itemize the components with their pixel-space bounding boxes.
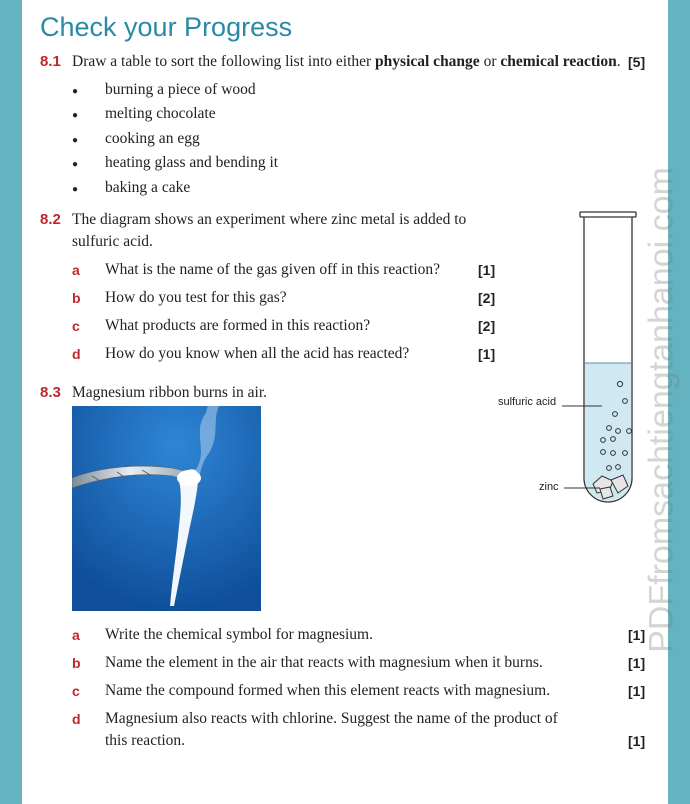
part-text: Write the chemical symbol for magnesium. bbox=[105, 626, 373, 643]
q81-bold-physical: physical change bbox=[375, 53, 480, 70]
part-marks: [1] bbox=[628, 655, 646, 671]
question-8-1-text bbox=[72, 53, 621, 71]
part-marks: [2] bbox=[478, 290, 496, 306]
question-number-8-2: 8.2 bbox=[40, 211, 61, 228]
q81-text-b: or bbox=[479, 53, 501, 70]
marks-8-1: [5] bbox=[628, 54, 646, 70]
part-text: What products are formed in this reaction? bbox=[105, 317, 371, 334]
question-8-3-text: Magnesium ribbon burns in air. bbox=[72, 384, 268, 401]
q81-bold-chemical: chemical reaction bbox=[500, 53, 617, 70]
question-8-2-line2: sulfuric acid. bbox=[72, 233, 153, 250]
part-letter: b bbox=[72, 655, 81, 671]
bullet-dot: ● bbox=[72, 86, 79, 97]
part-letter: c bbox=[72, 318, 80, 334]
q81-text-c: . bbox=[616, 53, 621, 70]
bullet-dot: ● bbox=[72, 159, 79, 170]
question-8-2-line1: The diagram shows an experiment where zinc metal is added to bbox=[72, 211, 467, 228]
bullet-item: melting chocolate bbox=[105, 105, 216, 122]
label-leader-lines bbox=[562, 400, 587, 490]
label-sulfuric-acid: sulfuric acid bbox=[498, 396, 557, 408]
bullet-item: baking a cake bbox=[105, 179, 191, 196]
part-text: How do you test for this gas? bbox=[105, 289, 287, 306]
part-letter: b bbox=[72, 290, 81, 306]
part-text-continued: this reaction. bbox=[105, 732, 186, 749]
label-zinc: zinc bbox=[539, 481, 559, 493]
part-text: What is the name of the gas given off in this reaction? bbox=[105, 261, 441, 278]
part-marks: [1] bbox=[478, 262, 496, 278]
part-marks: [1] bbox=[478, 346, 496, 362]
part-text: Magnesium also reacts with chlorine. Suggest the name of the product of bbox=[105, 710, 558, 727]
question-number-8-1: 8.1 bbox=[40, 53, 61, 70]
part-text: Name the element in the air that reacts with magnesium when it burns. bbox=[105, 654, 543, 671]
magnesium-burning-photo bbox=[72, 406, 261, 611]
page-title: Check your Progress bbox=[40, 12, 293, 42]
photo-illustration bbox=[72, 406, 261, 611]
flame-core bbox=[177, 470, 201, 486]
part-marks: [1] bbox=[628, 683, 646, 699]
part-letter: a bbox=[72, 627, 80, 643]
part-marks: [1] bbox=[628, 733, 646, 749]
test-tube-rim bbox=[580, 212, 636, 217]
bullet-item: cooking an egg bbox=[105, 130, 200, 147]
q81-text-a: Draw a table to sort the following list into either bbox=[72, 53, 376, 70]
part-text: How do you know when all the acid has reacted? bbox=[105, 345, 410, 362]
watermark-text: PDFfromsachtiengtanhanoi.com bbox=[642, 167, 681, 653]
bullet-dot: ● bbox=[72, 135, 79, 146]
bullet-dot: ● bbox=[72, 184, 79, 195]
bullet-item: heating glass and bending it bbox=[105, 154, 279, 171]
part-letter: d bbox=[72, 346, 81, 362]
bullet-dot: ● bbox=[72, 110, 79, 121]
part-letter: d bbox=[72, 711, 81, 727]
bullet-item: burning a piece of wood bbox=[105, 81, 256, 98]
page bbox=[22, 0, 681, 804]
question-number-8-3: 8.3 bbox=[40, 384, 61, 401]
part-letter: c bbox=[72, 683, 80, 699]
part-letter: a bbox=[72, 262, 80, 278]
part-marks: [2] bbox=[478, 318, 496, 334]
part-marks: [1] bbox=[628, 627, 646, 643]
part-text: Name the compound formed when this element reacts with magnesium. bbox=[105, 682, 551, 699]
